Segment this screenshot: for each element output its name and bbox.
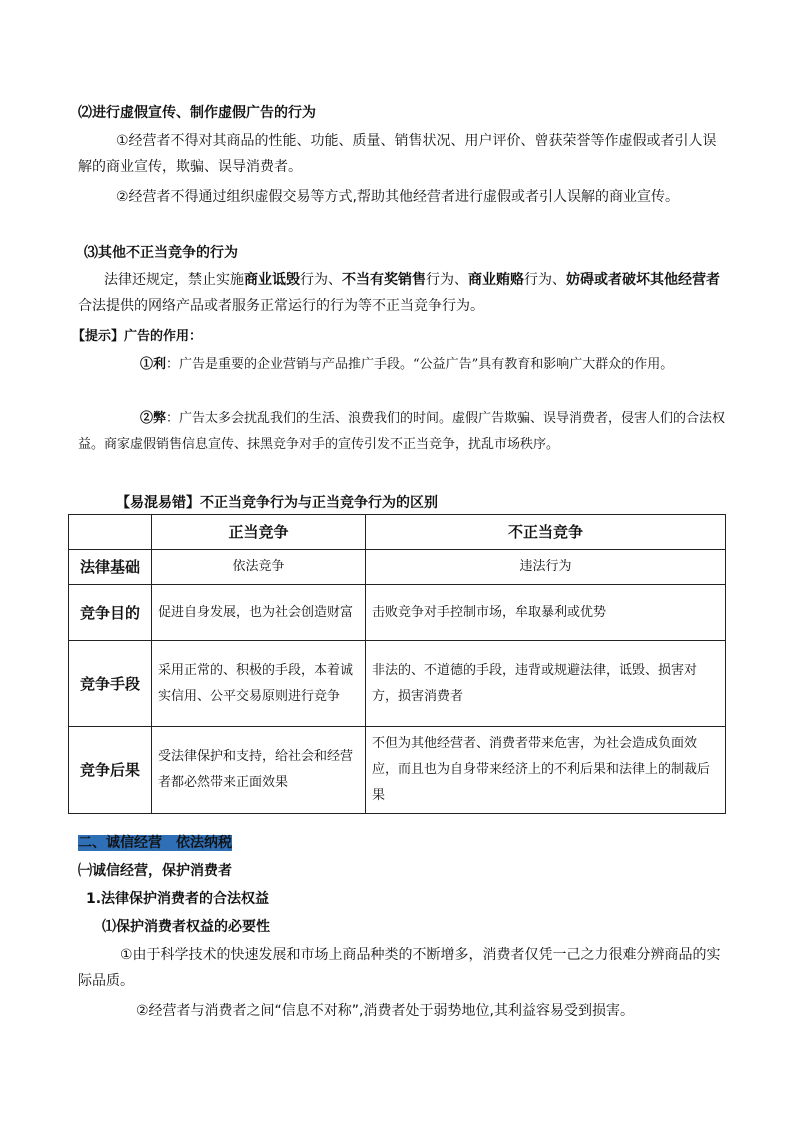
tip-pro-label: ①利 <box>140 357 167 372</box>
part2-heading-text: 二、诚信经营 依法纳税 <box>78 835 232 851</box>
cell-fair: 采用正常的、积极的手段，本着诚实信用、公平交易原则进行竞争 <box>152 641 366 727</box>
row-header: 竞争手段 <box>69 641 152 727</box>
table-row <box>69 550 726 585</box>
col-header-fair: 正当竞争 <box>152 515 366 550</box>
row-header: 竞争目的 <box>69 585 152 641</box>
cell-fair: 促进自身发展，也为社会创造财富 <box>152 585 366 641</box>
table-row <box>69 727 726 814</box>
part2-subheading-2: 1.法律保护消费者的合法权益 <box>86 891 270 907</box>
table-header-row <box>69 515 726 550</box>
comparison-table <box>68 514 726 814</box>
section3-bold-4: 妨碍或者破坏其他经营者 <box>566 272 720 288</box>
row-header: 法律基础 <box>69 550 152 585</box>
section3-bold-3: 商业贿赂 <box>468 272 524 288</box>
cell-fair: 受法律保护和支持，给社会和经营者都必然带来正面效果 <box>152 727 366 814</box>
tip-title: 广告的作用： <box>124 329 203 344</box>
tip-con-label: ②弊 <box>140 411 167 426</box>
section3-text: 合法提供的网络产品或者服务正常运行的行为等不正当竞争行为。 <box>78 298 484 314</box>
table-row <box>69 585 726 641</box>
tip-pro <box>78 352 728 378</box>
cell-fair: 依法竞争 <box>152 550 366 585</box>
section3-bold-2: 不当有奖销售 <box>342 272 426 288</box>
part2-paragraph-1: ①由于科学技术的快速发展和市场上商品种类的不断增多，消费者仅凭一己之力很难分辨商品的实际品质。 <box>78 947 721 989</box>
section3-bold-1: 商业诋毁 <box>244 272 300 288</box>
table-corner-cell <box>69 515 152 550</box>
cell-unfair: 不但为其他经营者、消费者带来危害，为社会造成负面效应，而且也为自身带来经济上的不利后果和法律上的制裁后果 <box>366 727 726 814</box>
section2-paragraph-2: ②经营者不得通过组织虚假交易等方式,帮助其他经营者进行虚假或者引人误解的商业宣传。 <box>116 189 679 205</box>
part2-subheading-3: ⑴保护消费者权益的必要性 <box>102 919 270 935</box>
section3-text: 行为、 <box>300 272 342 288</box>
section2-paragraph-1: ①经营者不得对其商品的性能、功能、质量、销售状况、用户评价、曾获荣誉等作虚假或者引人误解的商业宣传，欺骗、误导消费者。 <box>78 133 717 175</box>
part2-paragraph-2: ②经营者与消费者之间“信息不对称”,消费者处于弱势地位,其利益容易受到损害。 <box>136 1003 634 1019</box>
table-row <box>69 641 726 727</box>
section3-text: 法律还规定，禁止实施 <box>104 272 244 288</box>
tip-pro-text: ：广告是重要的企业营销与产品推广手段。“公益广告”具有教育和影响广大群众的作用。 <box>166 357 674 372</box>
tip-con <box>78 406 728 458</box>
cell-unfair: 违法行为 <box>366 550 726 585</box>
section3-text: 行为、 <box>426 272 468 288</box>
cell-unfair: 击败竞争对手控制市场，牟取暴利或优势 <box>366 585 726 641</box>
table-title: 【易混易错】不正当竞争行为与正当竞争行为的区别 <box>116 495 438 511</box>
section3-heading: ⑶其他不正当竞争的行为 <box>84 245 238 261</box>
row-header: 竞争后果 <box>69 727 152 814</box>
part2-heading <box>78 830 232 856</box>
tip-label: 【提示】 <box>72 329 125 344</box>
cell-unfair: 非法的、不道德的手段，违背或规避法律，诋毁、损害对方，损害消费者 <box>366 641 726 727</box>
section3-text: 行为、 <box>524 272 566 288</box>
col-header-unfair: 不正当竞争 <box>366 515 726 550</box>
part2-subheading-1: ㈠诚信经营，保护消费者 <box>78 863 232 879</box>
tip-con-text: ：广告太多会扰乱我们的生活、浪费我们的时间。虚假广告欺骗、误导消费者，侵害人们的合法权益。商家虚假销售信息宣传、抹黑竞争对手的宣传引发不正当竞争，扰乱市场秩序。 <box>78 411 726 452</box>
section3-paragraph <box>78 267 728 319</box>
tip-line <box>72 324 722 350</box>
section2-heading: ⑵进行虚假宣传、制作虚假广告的行为 <box>78 105 316 121</box>
